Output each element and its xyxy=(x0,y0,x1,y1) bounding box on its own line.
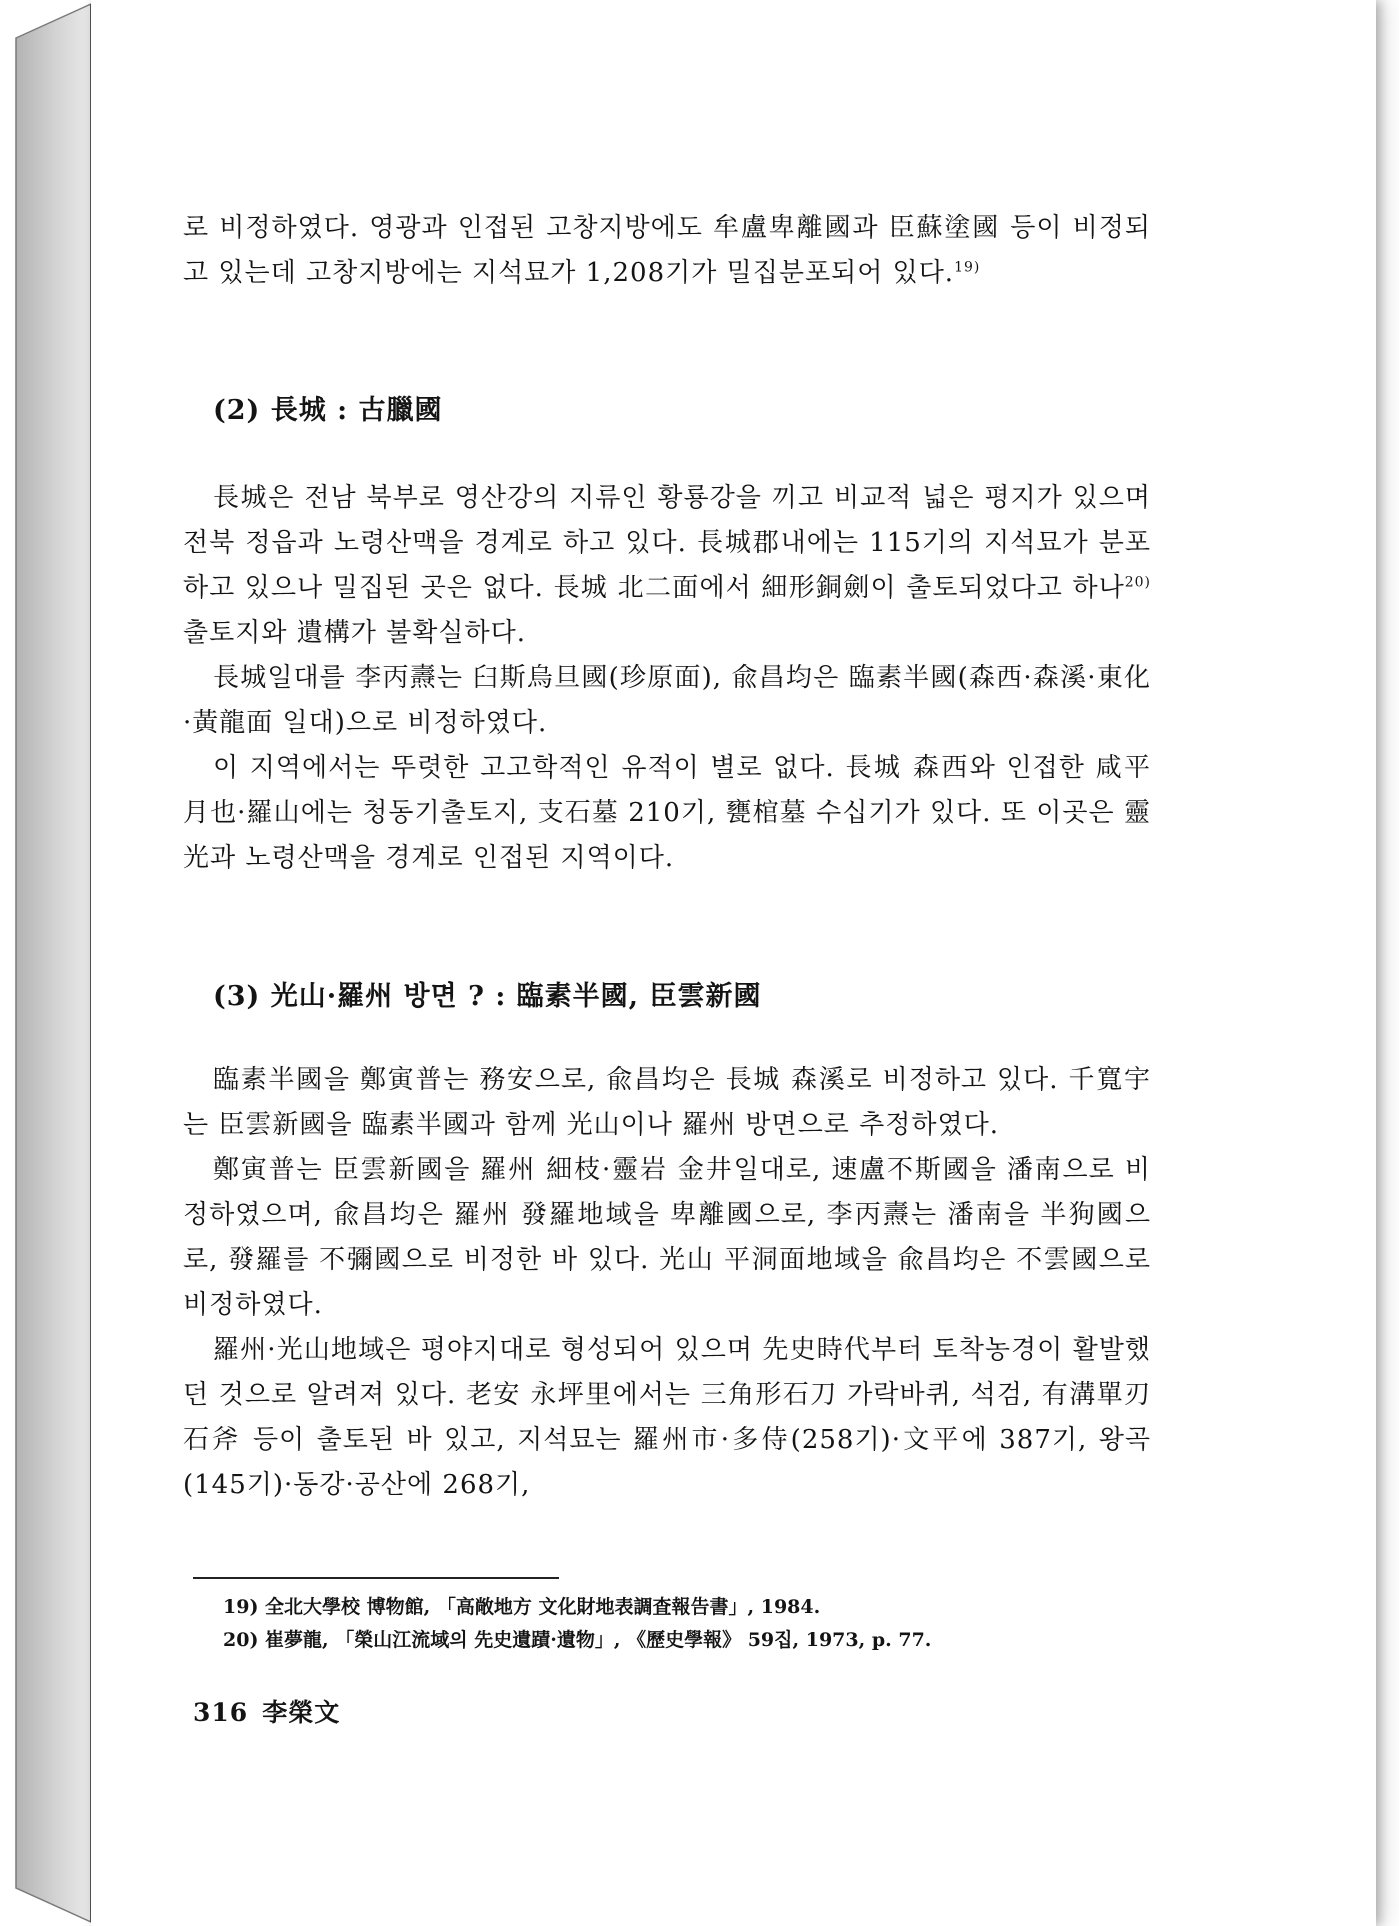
page-footer xyxy=(193,1693,340,1729)
paragraph: 長城은 전남 북부로 영산강의 지류인 황룡강을 끼고 비교적 넓은 평지가 있으며 전북 정읍과 노령산맥을 경계로 하고 있다. 長城郡내에는 115기의 지석묘가 분포하고 있으나 밀집된 곳은 없다. 長城 北二面에서 細形銅劍이 출토되었다고 하나$^{20)}$ 출토지와 遺構가 불확실하다. xyxy=(183,483,1151,648)
paragraph: 로 비정하였다. 영광과 인접된 고창지방에도 牟盧卑離國과 臣蘇塗國 등이 비정되고 있는데 고창지방에는 지석묘가 1,208기가 밀집분포되어 있다.$^{19)}$ xyxy=(183,213,1151,288)
footnote-19: 19) 全北大學校 博物館, 「高敞地方 文化財地表調査報告書」, 1984. xyxy=(223,1596,821,1618)
paragraph: 長城일대를 李丙燾는 臼斯烏旦國(珍原面), 兪昌均은 臨素半國(森西·森溪·東化·黃龍面 일대)으로 비정하였다. xyxy=(183,663,1151,738)
footnote-ref-20[interactable]: 20) xyxy=(1124,574,1151,591)
footnotes xyxy=(223,1591,1123,1657)
section-heading-2: (2) 長城 : 古臘國 xyxy=(213,395,443,426)
section-3-body xyxy=(183,1058,1151,1508)
page-number: 316 xyxy=(193,1698,249,1727)
book-spine-edge xyxy=(0,0,95,1926)
footnote-ref-19[interactable]: 19) xyxy=(954,259,981,276)
footnote-20: 20) 崔夢龍, 「榮山江流域의 先史遺蹟·遺物」, 《歷史學報》 59집, 1973, p. 77. xyxy=(223,1629,932,1651)
top-text xyxy=(183,206,1151,296)
paragraph: 羅州·光山地域은 평야지대로 형성되어 있으며 先史時代부터 토착농경이 활발했던 것으로 알려져 있다. 老安 永坪里에서는 三角形石刀 가락바퀴, 석검, 有溝單刃石斧 등이 출토된 바 있고, 지석묘는 羅州市·多侍(258기)·文平에 387기, 왕곡(145기)·동강·공산에 268기, xyxy=(183,1335,1151,1500)
section-2-body xyxy=(183,476,1151,881)
paragraph: 鄭寅普는 臣雲新國을 羅州 細枝·靈岩 金井일대로, 速盧不斯國을 潘南으로 비정하였으며, 兪昌均은 羅州 發羅地域을 卑離國으로, 李丙燾는 潘南을 半狗國으로, 發羅를 不彌國으로 비정한 바 있다. 光山 平洞面地域을 兪昌均은 不雲國으로 비정하였다. xyxy=(183,1155,1151,1320)
section-heading-3: (3) 光山·羅州 방면 ? : 臨素半國, 臣雲新國 xyxy=(213,981,762,1012)
paragraph: 臨素半國을 鄭寅普는 務安으로, 兪昌均은 長城 森溪로 비정하고 있다. 千寬宇는 臣雲新國을 臨素半國과 함께 光山이나 羅州 방면으로 추정하였다. xyxy=(183,1065,1151,1140)
running-author: 李榮文 xyxy=(262,1698,341,1727)
footnote-divider xyxy=(193,1577,559,1579)
paragraph: 이 지역에서는 뚜렷한 고고학적인 유적이 별로 없다. 長城 森西와 인접한 咸平 月也·羅山에는 청동기출토지, 支石墓 210기, 甕棺墓 수십기가 있다. 또 이곳은 靈光과 노령산맥을 경계로 인접된 지역이다. xyxy=(183,753,1151,873)
